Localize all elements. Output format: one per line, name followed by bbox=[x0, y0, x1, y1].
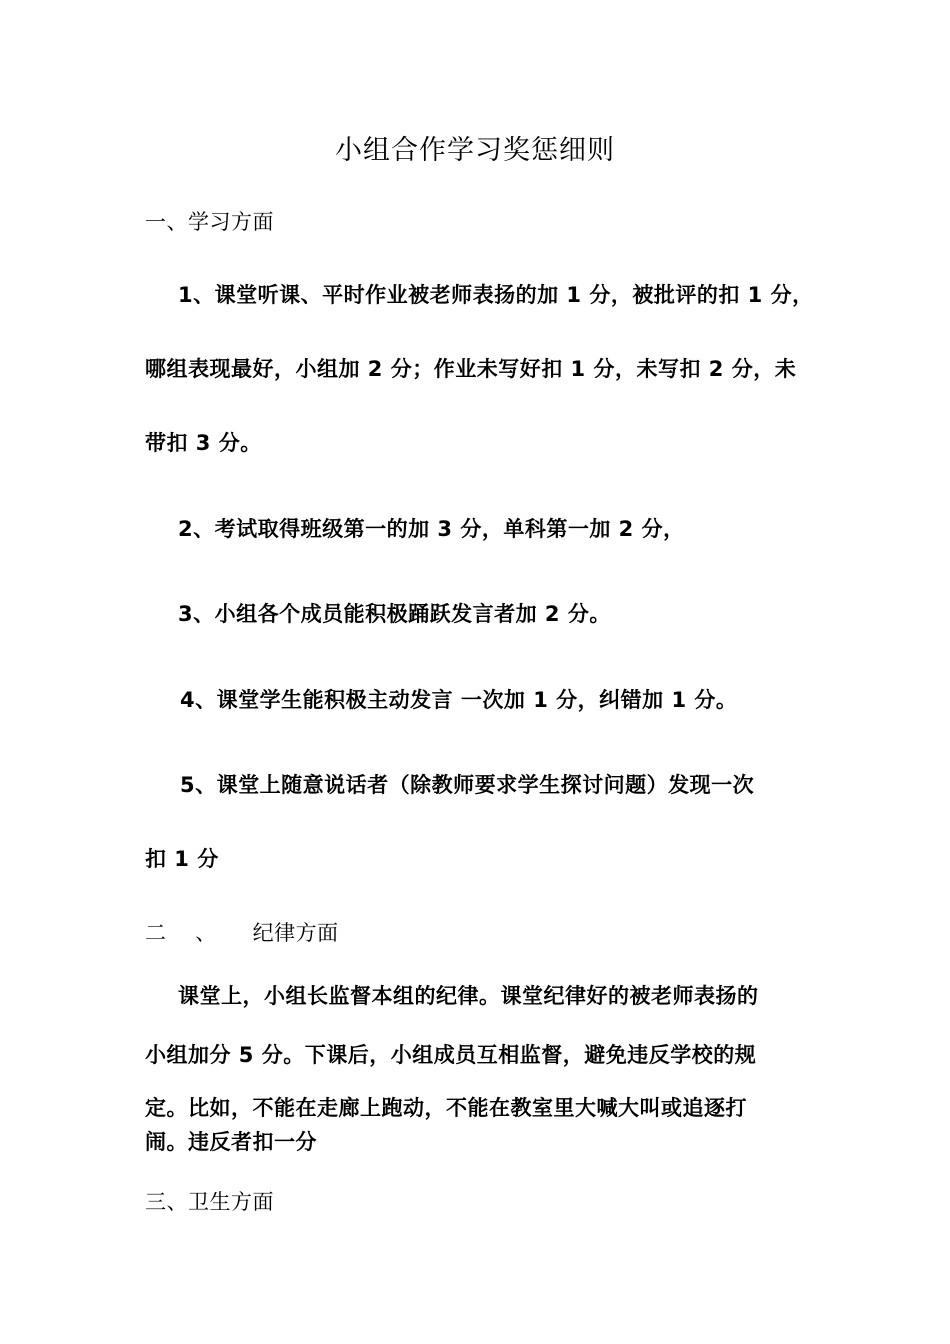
discipline-para-line-4: 闹。违反者扣一分 bbox=[145, 1130, 317, 1154]
discipline-para-line-1: 课堂上，小组长监督本组的纪律。课堂纪律好的被老师表扬的 bbox=[178, 984, 759, 1008]
discipline-para-line-3: 定。比如，不能在走廊上跑动，不能在教室里大喊大叫或追逐打 bbox=[145, 1096, 747, 1120]
section-heading-hygiene: 三、卫生方面 bbox=[145, 1190, 274, 1214]
study-item-4: 4、课堂学生能积极主动发言 一次加 1 分，纠错加 1 分。 bbox=[180, 688, 738, 712]
document-title: 小组合作学习奖惩细则 bbox=[335, 135, 615, 166]
section-heading-discipline: 二 、 纪律方面 bbox=[145, 921, 339, 945]
section-heading-study: 一、学习方面 bbox=[145, 210, 274, 234]
study-item-1-line-3: 带扣 3 分。 bbox=[145, 431, 262, 455]
study-item-5-line-1: 5、课堂上随意说话者（除教师要求学生探讨问题）发现一次 bbox=[180, 773, 755, 797]
study-item-5-line-2: 扣 1 分 bbox=[145, 847, 219, 871]
study-item-3: 3、小组各个成员能积极踊跃发言者加 2 分。 bbox=[178, 602, 611, 626]
study-item-1-line-1: 1、课堂听课、平时作业被老师表扬的加 1 分，被批评的扣 1 分， bbox=[178, 283, 814, 307]
study-item-2: 2、考试取得班级第一的加 3 分，单科第一加 2 分， bbox=[178, 517, 685, 541]
study-item-1-line-2: 哪组表现最好，小组加 2 分；作业未写好扣 1 分，未写扣 2 分，未 bbox=[145, 357, 797, 381]
discipline-para-line-2: 小组加分 5 分。下课后，小组成员互相监督，避免违反学校的规 bbox=[145, 1043, 757, 1067]
